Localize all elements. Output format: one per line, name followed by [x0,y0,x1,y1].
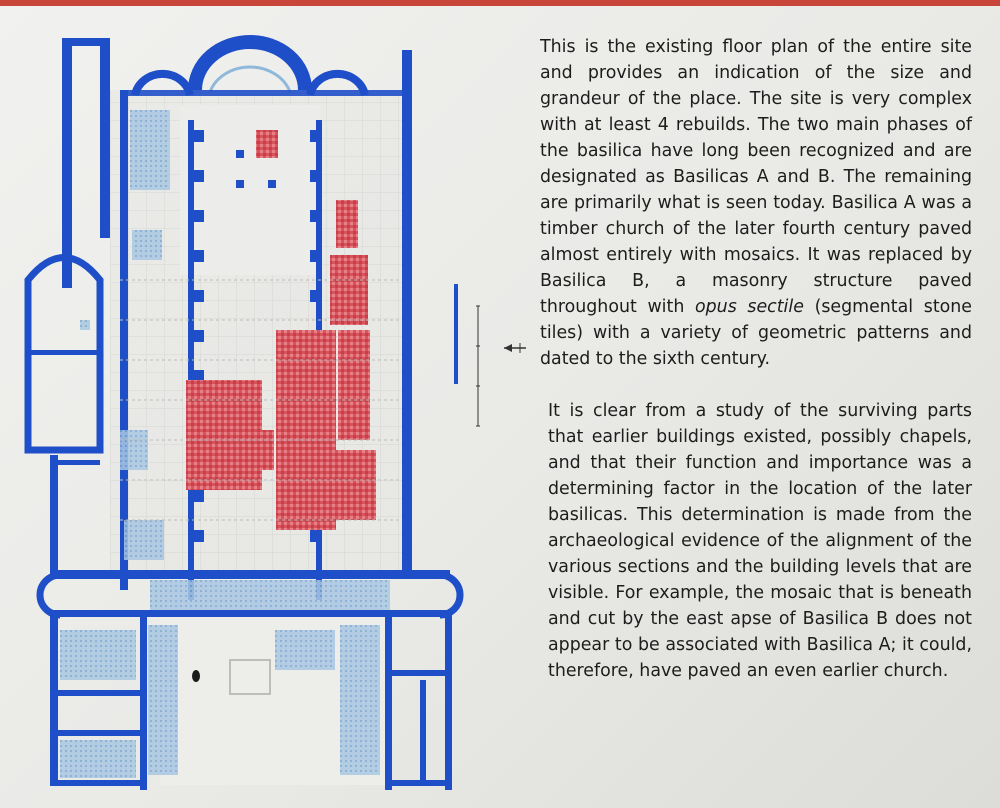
paragraph-1-text-end: (segmental stone tiles) with a variety of geometric patterns and dated to the sixth century. [540,297,973,369]
dark-mark [192,670,200,682]
east-apse [135,42,365,95]
paragraph-2: It is clear from a study of the surviving parts that earlier buildings existed, possibly chapels, and that their function and importance was a determining factor in the location of the later basilicas. This determination is made from the archaeological evidence of the alignment of the various sections and the building levels that are visible. For example, the mosaic that is beneath and cut by the east apse of Basilica B does not appear to be associated with Basilica A; it could, therefore, have paved an even earlier church. [548,401,972,681]
paragraph-1 [540,34,972,372]
floor-plan [20,30,500,800]
description-text [540,34,972,684]
paragraph-1-italic-term: opus sectile [695,297,804,317]
paragraph-1-text: This is the existing floor plan of the entire site and provides an indication of the size and grandeur of the place. The site is very complex with at least 4 rebuilds. The two main phases of the basilica have long been recognized and are designated as Basilicas A and B. The remaining are primarily what is seen today. Basilica A was a timber church of the later fourth century paved almost entirely with mosaics. It was replaced by Basilica B, a masonry structure paved throughout with [540,37,972,317]
scale-bar [448,284,528,434]
sign-top-edge [0,0,1000,6]
